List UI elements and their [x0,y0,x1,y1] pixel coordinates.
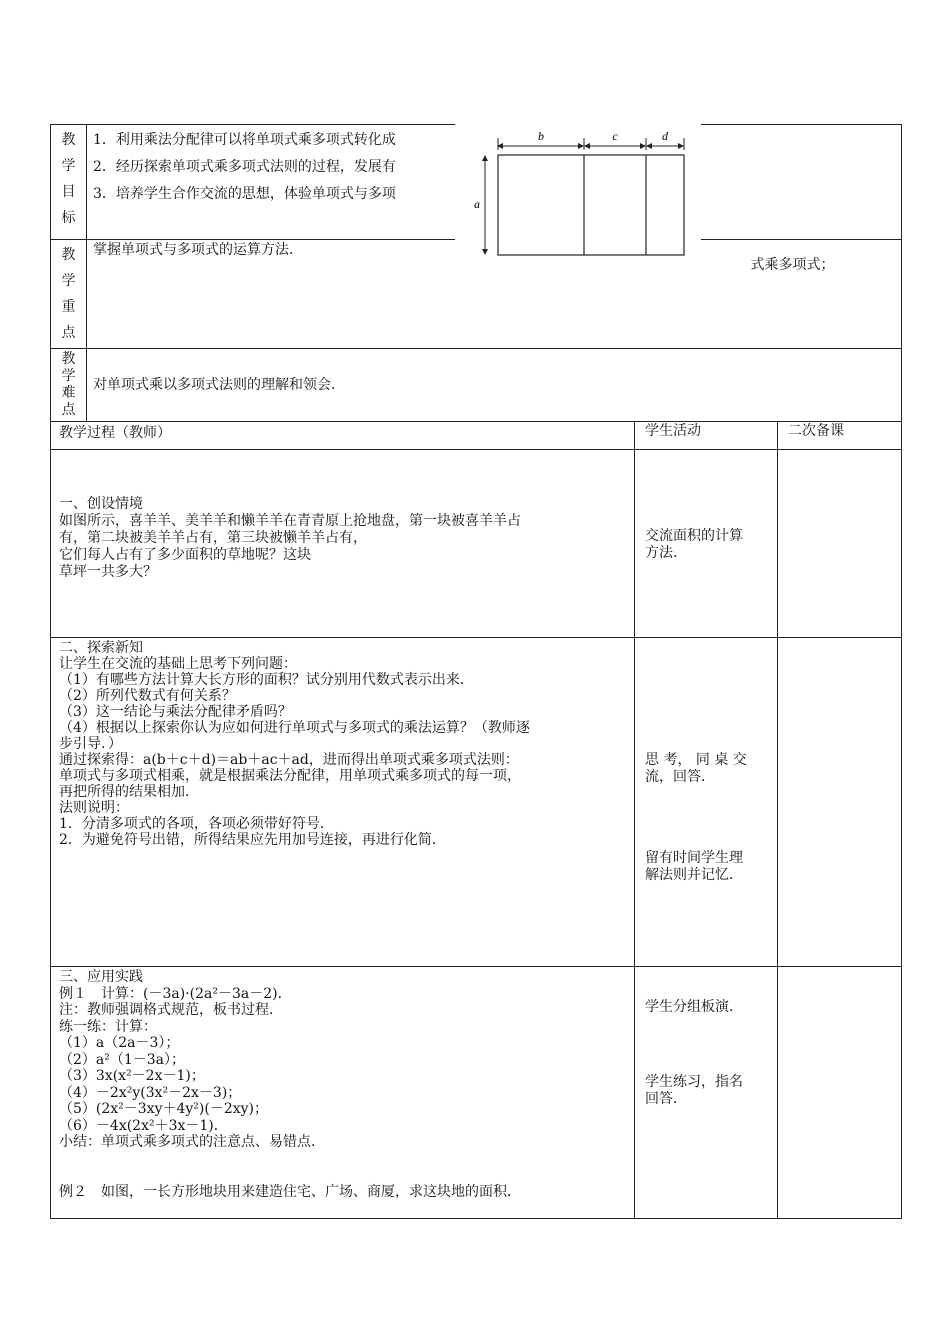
goals-label: 教 学 目 标 [51,125,87,240]
section3-line: 练一练：计算： [59,1018,157,1035]
section1-line: 如图所示，喜羊羊、美羊羊和懒羊羊在青青原上抢地盘，第一块被喜羊羊占 [59,513,521,529]
section3-line: （1）a（2a－3）； [59,1035,180,1051]
section2-line: 步引导．） [59,736,122,752]
section2-line: （4）根据以上探索你认为应如何进行单项式与多项式的乘法运算？（教师逐 [59,720,530,736]
section3-line: 例１ 计算：(－3a)·(2a²－3a－2)． [59,985,292,1002]
section3-line: （4）－2x²y(3x²－2x－3)； [59,1084,242,1101]
process-header-row [51,422,902,450]
section3-content [51,967,635,1219]
big-rectangle [498,155,684,255]
keypoint-label: 教 学 重 点 [51,240,87,349]
section1-line: 有，第二块被美羊羊占有，第三块被懒羊羊占有， [59,530,367,546]
goal-item-1-tail: 式乘多项式； [750,256,835,273]
section1-content [51,450,635,638]
section2-second-prep [778,638,902,967]
label-a: a [474,197,480,211]
section3-title: 三、应用实践 [59,969,143,985]
label-c: c [612,129,618,143]
lesson-plan-table [50,124,902,1219]
section3-line: （3）3x(x²－2x－1)； [59,1068,205,1084]
section2-line: （3）这一结论与乘法分配律矛盾吗？ [59,704,292,720]
section1-second-prep [778,450,902,638]
section2-line: 1．分清多项式的各项，各项必须带好符号． [59,816,334,832]
section2-line: （2）所列代数式有何关系？ [59,688,236,704]
difficulty-label: 教 学 难 点 [51,349,87,422]
section3-line: （2）a²（1－3a）； [59,1051,186,1068]
difficulty-row [51,349,902,422]
difficulty-content [87,349,902,422]
goal-item-1: 1．利用乘法分配律可以将单项式乘多项式转化成 式乘多项式； [93,127,895,154]
difficulty-text: 对单项式乘以多项式法则的理解和领会． [93,376,345,393]
label-d: d [662,129,668,143]
section2-line: 让学生在交流的基础上思考下列问题： [59,656,297,672]
section2-row [51,638,902,967]
section3-line: （5）(2x²－3xy＋4y²)(－2xy)； [59,1101,269,1117]
section2-line: 2．为避免符号出错，所得结果应先用加号连接，再进行化简． [59,832,446,848]
section3-row [51,967,902,1219]
section2-line: 单项式与多项式相乘，就是根据乘法分配律，用单项式乘多项式的每一项， [59,768,521,784]
section3-example2: 例２ 如图，一长方形地块用来建造住宅、广场、商厦，求这块地的面积． [59,1183,521,1200]
section3-student: 学生分组板演． 学生练习，指名 回答． [635,967,778,1219]
section3-line: （6）－4x(2x²＋3x－1)． [59,1117,228,1134]
section2-line: 通过探索得：a(b＋c＋d)＝ab＋ac＋ad，进而得出单项式乘多项式法则： [59,752,519,768]
section1-line: 它们每人占有了多少面积的草地呢？这块 [59,547,311,563]
section1-line: 草坪一共多大？ [59,564,157,580]
section1-title: 一、创设情境 [59,496,143,512]
process-header: 教学过程（教师） [51,422,635,450]
section1-row [51,450,902,638]
section2-title: 二、探索新知 [59,640,143,656]
section2-line: （1）有哪些方法计算大长方形的面积？试分别用代数式表示出来． [59,672,474,688]
section3-line: 小结：单项式乘多项式的注意点、易错点． [59,1134,325,1150]
label-b: b [538,129,544,143]
section2-line: 法则说明： [59,800,129,816]
section3-second-prep [778,967,902,1219]
section3-line: 注：教师强调格式规范，板书过程． [59,1002,283,1018]
second-prep-header: 二次备课 [778,422,902,450]
section2-student: 思 考， 同 桌 交 流，回答． 留有时间学生理 解法则并记忆． [635,638,778,967]
section2-line: 再把所得的结果相加． [59,784,199,800]
section1-student: 交流面积的计算 方法． [635,450,778,638]
student-activity-header: 学生活动 [635,422,778,450]
section2-content [51,638,635,967]
goal-item-3: 3．培养学生合作交流的思想，体验单项式与多项 [93,186,396,202]
rectangle-diagram-svg [455,124,701,258]
goal-item-2: 2．经历探索单项式乘多项式法则的过程，发展有 [93,159,396,175]
rectangle-diagram [455,124,701,258]
keypoint-text: 掌握单项式与多项式的运算方法． [93,242,303,258]
